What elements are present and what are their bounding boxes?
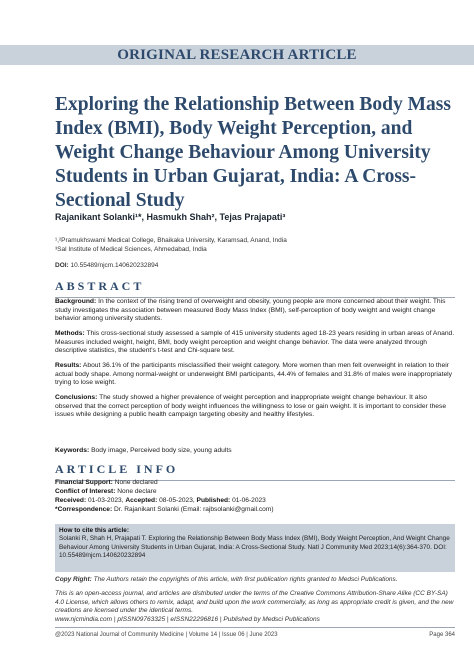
doi-label: DOI:	[55, 262, 69, 269]
issn-line: www.njcmindia.com | pISSN09763325 | eISSN22296816 | Published by Medsci Publications	[55, 616, 320, 623]
cite-label: How to cite this article:	[59, 527, 129, 534]
received-value: 01-03-2023,	[88, 497, 124, 504]
abstract-background	[55, 298, 455, 324]
conclusions-label: Conclusions:	[55, 394, 98, 401]
doi-line	[55, 262, 158, 269]
copyright-note	[55, 576, 455, 585]
abstract-methods	[55, 330, 455, 356]
keywords-label: Keywords:	[55, 447, 90, 454]
correspondence-label: *Correspondence:	[55, 506, 113, 513]
results-label: Results:	[55, 362, 82, 369]
author-list: Rajanikant Solanki¹*, Hasmukh Shah², Tejas Prajapati³	[55, 212, 286, 222]
copyright-label: Copy Right:	[55, 576, 92, 583]
abstract-conclusions	[55, 394, 455, 420]
affiliations	[55, 236, 455, 254]
affiliation-2: ³Sal Institute of Medical Sciences, Ahmedabad, India	[55, 246, 207, 253]
background-label: Background:	[55, 298, 97, 305]
published-value: 01-06-2023	[232, 497, 266, 504]
conclusions-text: The study showed a higher prevalence of weight perception and inappropriate weight change behaviour. It also observed that the correct perception of body weight influences the willingness to lose or gain weight. It is important to consider these issues while designing a public health campaign targeting obesity and healthy lifestyles.	[55, 394, 447, 419]
correspondence-value: Dr. Rajanikant Solanki (Email: rajbsolanki@gmail.com)	[114, 506, 274, 513]
copyright-text: The Authors retain the copyrights of this article, with first publication rights granted to Medsci Publications.	[93, 576, 398, 583]
received-label: Received:	[55, 497, 87, 504]
article-type-label: ORIGINAL RESEARCH ARTICLE	[117, 47, 357, 63]
financial-value: None declared	[114, 479, 158, 486]
license-note: This is an open-access journal, and articles are distributed under the terms of the Creative Commons Attribution-Share Alike (CC BY-SA) 4.0 License, which allows others to remix, adapt, and build upon the work commercially, as long as appropriate credit is given, and the new creations are licensed under the identical terms.	[55, 590, 454, 614]
dates-line	[55, 497, 455, 506]
keywords-text: Body image, Perceived body size, young adults	[91, 447, 232, 454]
conflict-label: Conflict of Interest:	[55, 488, 116, 495]
financial-label: Financial Support:	[55, 479, 113, 486]
conflict-value: None declare	[117, 488, 157, 495]
article-info-heading: ARTICLE INFO	[55, 462, 455, 481]
abstract-results	[55, 362, 455, 388]
background-text: In the context of the rising trend of overweight and obesity, young people are more concerned about their weight. This study investigates the association between measured Body Mass Index (BMI), self-perception of body weight and weight change behavior among university students.	[55, 298, 446, 323]
abstract-heading: ABSTRACT	[55, 279, 455, 298]
accepted-label: Accepted:	[125, 497, 158, 504]
methods-text: This cross-sectional study assessed a sample of 415 university students aged 18-23 years residing in urban areas of Anand. Measures included weight, height, BMI, body weight perception and weight change behavior. The data were analyzed through descriptive statistics, the student's t-test and Chi-square test.	[55, 330, 455, 355]
footer-divider	[55, 627, 455, 628]
affiliation-1: ¹,²Pramukhswami Medical College, Bhaikaka University, Karamsad, Anand, India	[55, 237, 287, 244]
methods-label: Methods:	[55, 330, 85, 337]
published-label: Published:	[196, 497, 231, 504]
results-text: About 36.1% of the participants misclassified their weight category. More women than men felt overweight in relation to their actual body shape. Among normal-weight or underweight BMI participants, 44.4% of females and 31.8% of males were inappropriately trying to lose weight.	[55, 362, 453, 387]
article-title: Exploring the Relationship Between Body Mass Index (BMI), Body Weight Perception, and Weight Change Behaviour Among University Students in Urban Gujarat, India: A Cross-Sectional Study	[55, 94, 451, 211]
page-footer	[55, 632, 455, 638]
accepted-value: 08-05-2023,	[159, 497, 195, 504]
abstract-keywords	[55, 447, 455, 456]
conflict-of-interest	[55, 488, 455, 497]
page-number: Page 364	[429, 632, 455, 638]
cite-text: Solanki R, Shah H, Prajapati T. Exploring the Relationship Between Body Mass Index (BMI), Body Weight Perception, And Weight Change Behaviour Among University Students in Urban Gujarat, India: A Cross-Sectional Study. Natl J Community Med 2023;14(6):364-370. DOI: 10.55489/njcm.140620232894	[59, 535, 450, 559]
article-type-banner	[0, 45, 474, 65]
financial-support	[55, 479, 455, 488]
doi-value[interactable]: 10.55489/njcm.140620232894	[70, 262, 159, 269]
how-to-cite-box	[55, 524, 455, 572]
correspondence	[55, 506, 455, 515]
footer-journal-info: @2023 National Journal of Community Medicine | Volume 14 | Issue 06 | June 2023	[55, 632, 278, 638]
